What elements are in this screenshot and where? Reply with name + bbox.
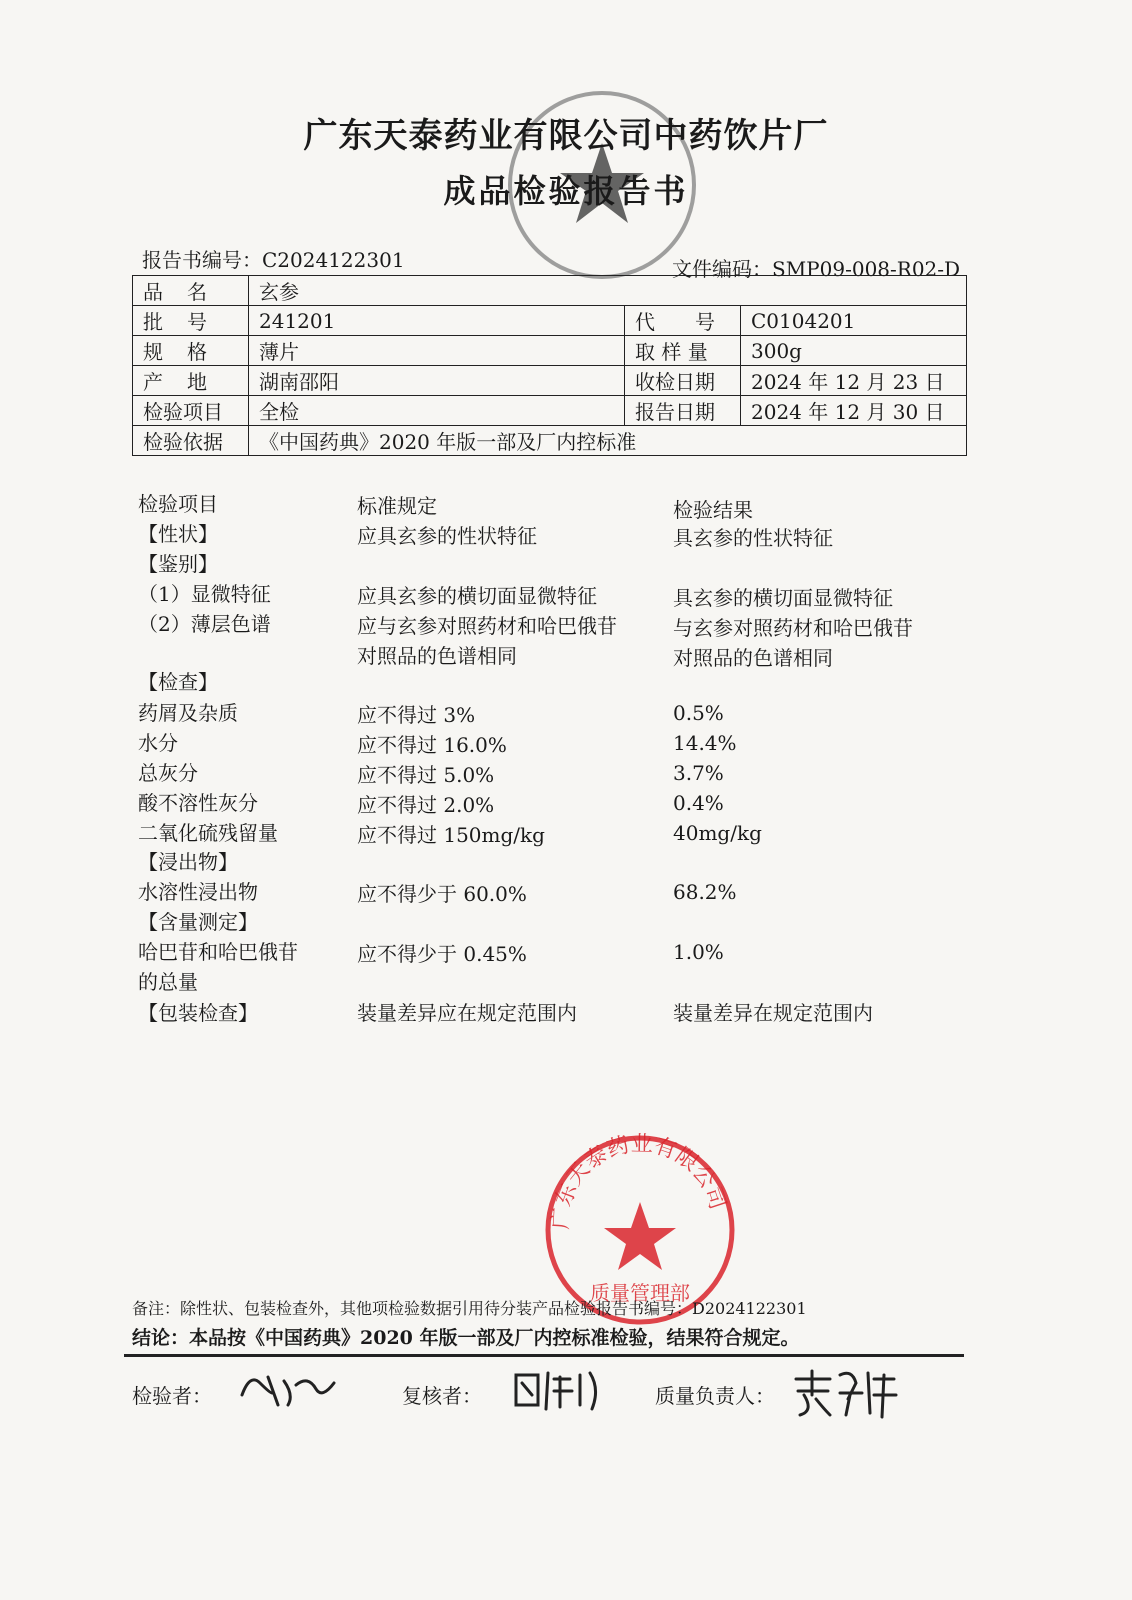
conclusion-text: 结论：本品按《中国药典》2020 年版一部及厂内控标准检验，结果符合规定。 — [132, 1327, 800, 1349]
result-item: 总灰分 — [138, 761, 198, 785]
result-item: 【浸出物】 — [138, 850, 238, 874]
result-standard: 应不得过 150mg/kg — [357, 823, 545, 847]
reviewer-label: 复核者： — [402, 1384, 482, 1408]
result-standard: 应具玄参的横切面显微特征 — [357, 584, 597, 608]
product-name-value: 玄参 — [249, 276, 967, 306]
batch-value: 241201 — [249, 306, 625, 336]
result-value: 0.4% — [673, 791, 724, 815]
result-value: 1.0% — [673, 940, 724, 964]
report-number-value: C2024122301 — [262, 248, 405, 272]
info-row-name — [133, 276, 967, 306]
result-item: 水分 — [138, 731, 178, 755]
inspector-label: 检验者： — [132, 1384, 212, 1408]
report-date-label: 报告日期 — [625, 396, 741, 426]
result-item: 的总量 — [138, 970, 198, 994]
result-standard: 对照品的色谱相同 — [357, 644, 517, 668]
receive-date-label: 收检日期 — [625, 366, 741, 396]
result-item: 药屑及杂质 — [138, 701, 238, 725]
result-standard: 应具玄参的性状特征 — [357, 524, 537, 548]
result-value: 40mg/kg — [673, 821, 762, 845]
info-row-basis — [133, 426, 967, 456]
sample-qty-label: 取 样 量 — [625, 336, 741, 366]
result-value: 具玄参的横切面显微特征 — [673, 586, 893, 610]
product-info-table — [132, 275, 967, 456]
result-standard: 应不得过 3% — [357, 703, 476, 727]
result-value: 与玄参对照药材和哈巴俄苷 — [673, 616, 913, 640]
qa-label: 质量负责人： — [655, 1384, 775, 1408]
result-item: 【包装检查】 — [138, 1001, 258, 1025]
company-title: 广东天泰药业有限公司中药饮片厂 — [303, 116, 829, 156]
origin-label: 产 地 — [133, 366, 249, 396]
qa-signature — [790, 1365, 900, 1420]
stamp-inner-text: 质量管理部 — [590, 1281, 690, 1305]
result-item: 二氧化硫残留量 — [138, 821, 278, 845]
result-value: 对照品的色谱相同 — [673, 646, 833, 670]
result-item: （1）显微特征 — [138, 582, 271, 606]
result-standard: 应不得过 2.0% — [357, 793, 495, 817]
report-title: 成品检验报告书 — [443, 172, 689, 210]
receive-date-value: 2024 年 12 月 23 日 — [741, 366, 967, 396]
code-value: C0104201 — [741, 306, 967, 336]
report-number-label: 报告书编号： — [142, 248, 262, 272]
file-code-value: SMP09-008-R02-D — [772, 257, 961, 281]
result-standard: 应与玄参对照药材和哈巴俄苷 — [357, 614, 617, 638]
col-header-result: 检验结果 — [673, 498, 753, 522]
product-name-label: 品 名 — [133, 276, 249, 306]
report-number — [142, 244, 405, 273]
info-row-spec — [133, 336, 967, 366]
reviewer-signature — [510, 1365, 610, 1415]
result-value: 14.4% — [673, 731, 737, 755]
result-standard: 应不得过 5.0% — [357, 763, 495, 787]
report-date-value: 2024 年 12 月 30 日 — [741, 396, 967, 426]
remark-text: 备注：除性状、包装检查外，其他项检验数据引用待分装产品检验报告书编号：D2024122301 — [132, 1299, 807, 1318]
sample-qty-value: 300g — [741, 336, 967, 366]
origin-value: 湖南邵阳 — [249, 366, 625, 396]
batch-label: 批 号 — [133, 306, 249, 336]
result-item: 水溶性浸出物 — [138, 880, 258, 904]
col-header-standard: 标准规定 — [357, 494, 437, 518]
inspect-item-value: 全检 — [249, 396, 625, 426]
spec-label: 规 格 — [133, 336, 249, 366]
file-code-label: 文件编码： — [672, 257, 772, 281]
result-standard: 装量差异应在规定范围内 — [357, 1001, 577, 1025]
result-value: 具玄参的性状特征 — [673, 526, 833, 550]
spec-value: 薄片 — [249, 336, 625, 366]
result-value: 装量差异在规定范围内 — [673, 1001, 873, 1025]
result-standard: 应不得过 16.0% — [357, 733, 507, 757]
result-value: 3.7% — [673, 761, 724, 785]
result-value: 68.2% — [673, 880, 737, 904]
inspect-item-label: 检验项目 — [133, 396, 249, 426]
result-item: 【检查】 — [138, 670, 218, 694]
info-row-item — [133, 396, 967, 426]
basis-value: 《中国药典》2020 年版一部及厂内控标准 — [249, 426, 967, 456]
result-item: 【性状】 — [138, 522, 218, 546]
info-row-origin — [133, 366, 967, 396]
col-header-item: 检验项目 — [138, 492, 218, 516]
result-value: 0.5% — [673, 701, 724, 725]
code-label: 代 号 — [625, 306, 741, 336]
result-standard: 应不得少于 60.0% — [357, 882, 527, 906]
inspector-signature — [238, 1365, 348, 1415]
result-item: 【鉴别】 — [138, 552, 218, 576]
basis-label: 检验依据 — [133, 426, 249, 456]
info-row-batch — [133, 306, 967, 336]
result-item: 酸不溶性灰分 — [138, 791, 258, 815]
stamp-arc-text: 广东天泰药业有限公司 — [548, 1131, 730, 1231]
divider-line — [124, 1354, 964, 1357]
result-item: （2）薄层色谱 — [138, 612, 271, 636]
result-standard: 应不得少于 0.45% — [357, 942, 527, 966]
result-item: 哈巴苷和哈巴俄苷 — [138, 940, 298, 964]
result-item: 【含量测定】 — [138, 910, 258, 934]
